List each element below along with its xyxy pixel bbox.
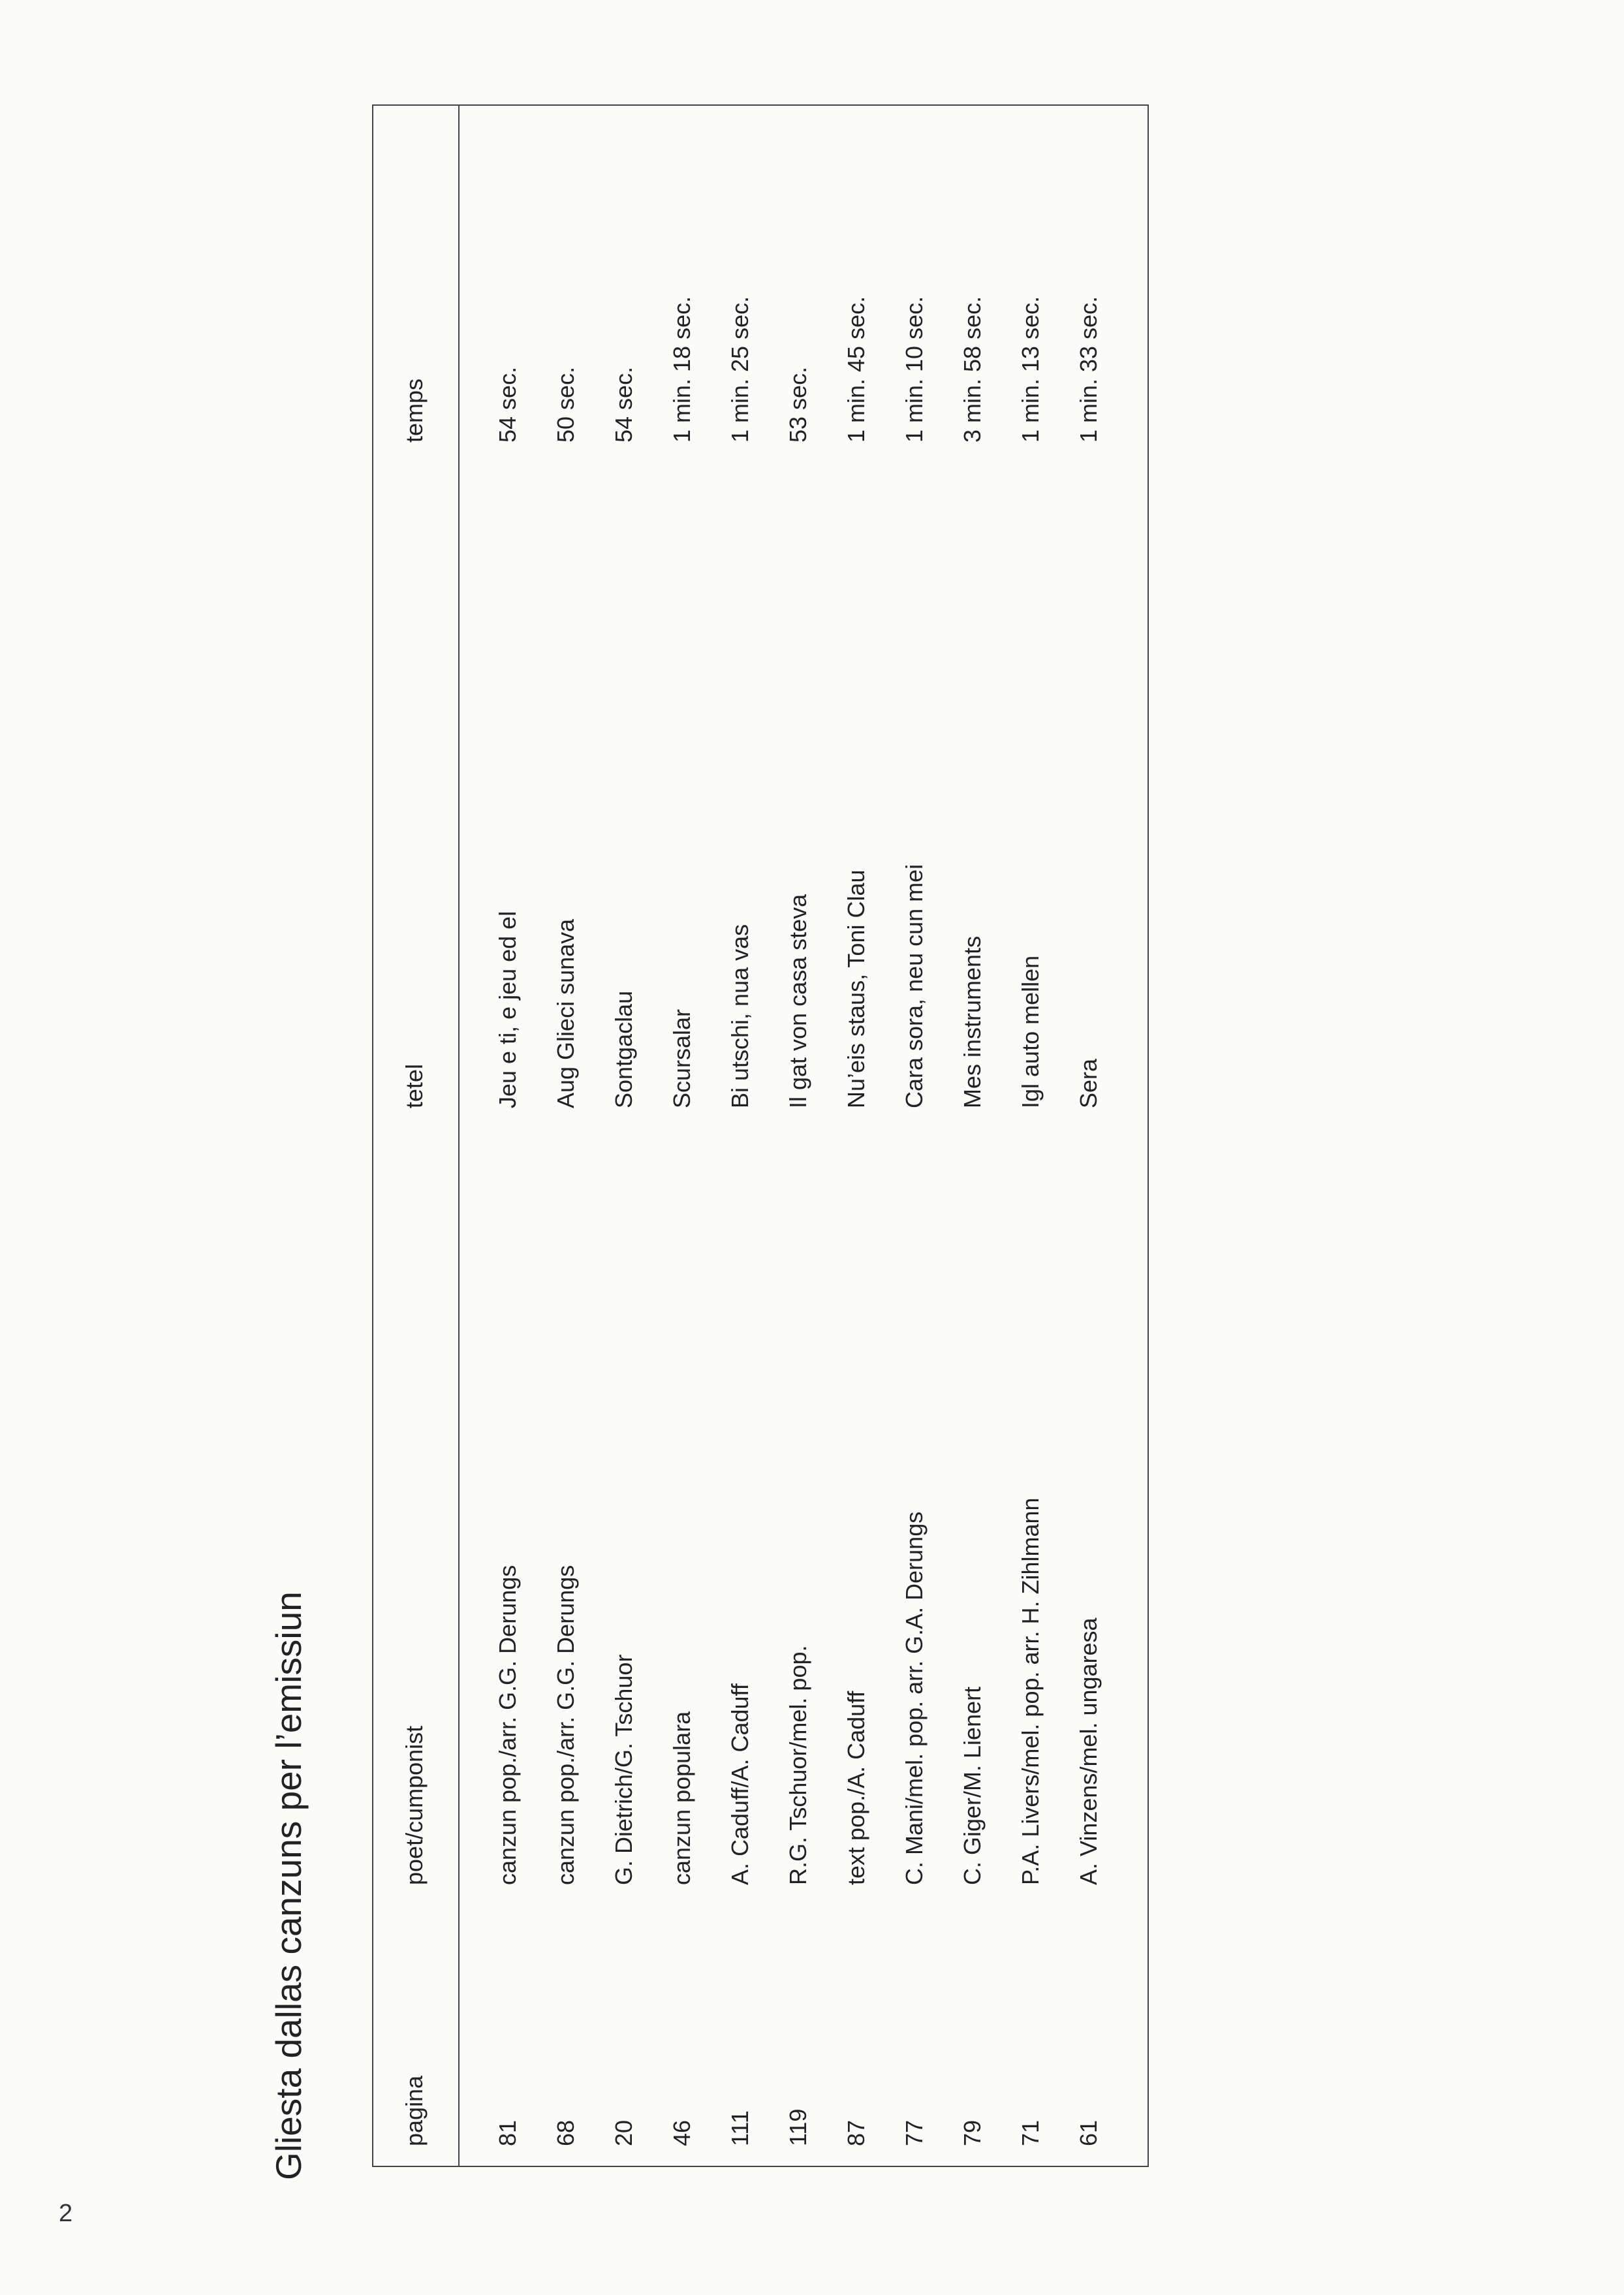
table-row <box>785 106 842 2166</box>
table-row <box>843 106 900 2166</box>
header-poet: poet/cumponist <box>401 1725 428 1885</box>
cell-temps: 1 min. 25 sec. <box>726 296 753 443</box>
cell-poet: text pop./A. Caduff <box>843 1691 869 1885</box>
cell-tetel: Nu’eis staus, Toni Clau <box>843 869 869 1108</box>
table-row <box>726 106 784 2166</box>
cell-temps: 1 min. 45 sec. <box>843 296 869 443</box>
cell-poet: C. Mani/mel. pop. arr. G.A. Derungs <box>901 1511 928 1885</box>
page-number: 2 <box>59 2200 73 2227</box>
cell-pagina: 79 <box>959 2119 986 2146</box>
cell-pagina: 119 <box>785 2108 811 2146</box>
cell-temps: 1 min. 10 sec. <box>901 296 928 443</box>
page-title: Gliesta dallas canzuns per l’emissiun <box>268 1591 309 2180</box>
cell-temps: 1 min. 13 sec. <box>1017 296 1044 443</box>
cell-poet: canzun pop./arr. G.G. Derungs <box>494 1565 521 1885</box>
cell-poet: A. Caduff/A. Caduff <box>726 1683 753 1885</box>
table-row <box>1075 106 1132 2166</box>
cell-pagina: 77 <box>901 2119 928 2146</box>
header-tetel: tetel <box>401 1063 428 1108</box>
cell-temps: 3 min. 58 sec. <box>959 296 986 443</box>
cell-temps: 54 sec. <box>494 366 521 443</box>
table-row <box>1017 106 1074 2166</box>
cell-tetel: Aug Glieci sunava <box>552 918 579 1108</box>
cell-temps: 1 min. 33 sec. <box>1075 296 1102 443</box>
header-pagina: pagina <box>401 2075 428 2146</box>
table-header-row <box>373 106 460 2166</box>
cell-poet: canzun pop./arr. G.G. Derungs <box>552 1565 579 1885</box>
cell-temps: 53 sec. <box>785 366 811 443</box>
cell-pagina: 46 <box>668 2119 695 2146</box>
cell-pagina: 61 <box>1075 2119 1102 2146</box>
table-body <box>458 106 1148 2166</box>
cell-temps: 50 sec. <box>552 366 579 443</box>
header-temps: temps <box>401 378 428 443</box>
table-row <box>959 106 1016 2166</box>
cell-poet: canzun populara <box>668 1711 695 1885</box>
cell-tetel: Jeu e ti, e jeu ed el <box>494 911 521 1108</box>
song-table <box>372 104 1149 2167</box>
cell-tetel: Sera <box>1075 1058 1102 1108</box>
cell-poet: G. Dietrich/G. Tschuor <box>610 1654 637 1885</box>
cell-pagina: 68 <box>552 2119 579 2146</box>
cell-poet: R.G. Tschuor/mel. pop. <box>785 1645 811 1885</box>
table-row <box>610 106 668 2166</box>
table-row <box>552 106 610 2166</box>
table-row <box>901 106 958 2166</box>
cell-temps: 54 sec. <box>610 366 637 443</box>
cell-pagina: 111 <box>726 2110 753 2146</box>
cell-pagina: 87 <box>843 2119 869 2146</box>
cell-poet: C. Giger/M. Lienert <box>959 1686 986 1885</box>
cell-tetel: Cara sora, neu cun mei <box>901 864 928 1108</box>
table-row <box>494 106 552 2166</box>
cell-tetel: Scursalar <box>668 1008 695 1108</box>
cell-tetel: Il gat von casa steva <box>785 894 811 1108</box>
cell-pagina: 20 <box>610 2119 637 2146</box>
cell-poet: A. Vinzens/mel. ungaresa <box>1075 1617 1102 1885</box>
cell-pagina: 71 <box>1017 2119 1044 2146</box>
cell-tetel: Bi utschi, nua vas <box>726 924 753 1108</box>
cell-tetel: Sontgaclau <box>610 990 637 1108</box>
cell-tetel: Igl auto mellen <box>1017 955 1044 1108</box>
cell-tetel: Mes instruments <box>959 935 986 1108</box>
cell-temps: 1 min. 18 sec. <box>668 296 695 443</box>
cell-poet: P.A. Livers/mel. pop. arr. H. Zihlmann <box>1017 1497 1044 1885</box>
rotated-page-content <box>261 52 1175 2180</box>
cell-pagina: 81 <box>494 2119 521 2146</box>
table-row <box>668 106 726 2166</box>
